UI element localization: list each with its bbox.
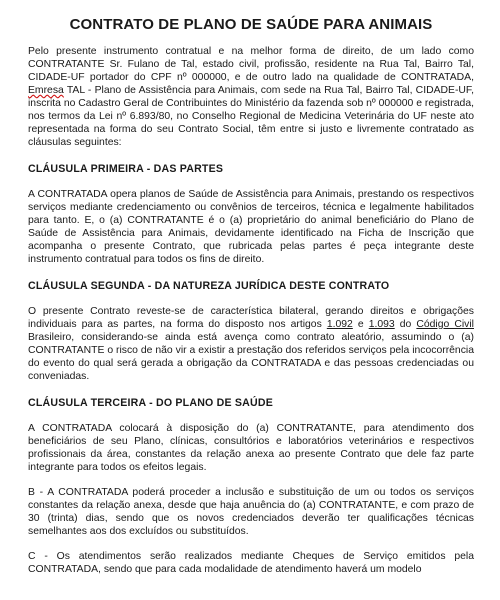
misspelled-word: Emresa	[28, 85, 64, 96]
clause-2-text-2: e	[352, 319, 369, 330]
article-link-1093[interactable]: 1.093	[368, 319, 395, 330]
preamble-text-2: TAL - Plano de Assistência para Animais, com sede na Rua Tal, Bairro Tal, CIDADE-UF, inscrita no Cadastro Geral de Contribuintes do Ministério da fazenda sob nº 000000 e registrada, nos termos da Lei nº 6.893/80, no Conselho Regional de Medicina Veterinária do UF neste ato representada na forma do seu Contrato Social, têm entre si justo e livremente contratado as cláusulas seguintes:	[28, 85, 474, 148]
clause-2-heading: CLÁUSULA SEGUNDA - DA NATUREZA JURÍDICA DESTE CONTRATO	[28, 280, 390, 292]
clause-2-text-1: O presente Contrato reveste-se de característica bilateral, gerando direitos e obrigações individuais para as partes, na forma do disposto nos artigos	[28, 306, 474, 330]
clause-2-text-4: Brasileiro, considerando-se ainda está avença como contrato aleatório, assumindo o (a) CONTRATANTE o risco de não vir a existir a prestação dos referidos serviços pela incocorrência do evento do qual será gerada a obrigação da CONTRATADA e das pessoas credenciadas ou conveniadas.	[28, 332, 474, 382]
clause-2-text-3: do	[394, 319, 417, 330]
preamble-text-1: Pelo presente instrumento contratual e na melhor forma de direito, de um lado como CONTRATANTE Sr. Fulano de Tal, estado civil, profissão, residente na Rua Tal, Bairro Tal, CIDADE-UF portador do CPF nº 000000, e de outro lado na qualidade de CONTRATADA,	[28, 46, 474, 83]
preamble-paragraph	[28, 45, 474, 149]
clause-3-heading: CLÁUSULA TERCEIRA - DO PLANO DE SAÚDE	[28, 397, 273, 409]
civil-code-link[interactable]: Código Civil	[416, 319, 474, 330]
clause-3-paragraph-b: B - A CONTRATADA poderá proceder a inclusão e substituição de um ou todos os serviços constantes da relação anexa, desde que haja anuência do (a) CONTRATANTE, e com prazo de 30 (trinta) dias, sendo que os novos credenciados deverão ter qualificações técnicas semelhantes aos dos excluídos ou substituídos.	[28, 487, 474, 537]
article-link-1092[interactable]: 1.092	[326, 319, 353, 330]
clause-2-paragraph	[28, 305, 474, 383]
clause-1-paragraph: A CONTRATADA opera planos de Saúde de Assistência para Animais, prestando os respectivos serviços mediante credenciamento ou convênios de terceiros, técnica e legalmente habilitados para tanto. E, o (a) CONTRATANTE é o (a) proprietário do animal beneficiário do Plano de Saúde de Assistência para Animais, devidamente identificado na Ficha de Inscrição que acompanha o presente Contrato, que rubricada pelas partes é peça integrante deste instrumento contratual para todos os fins de direito.	[28, 189, 474, 265]
clause-3-paragraph-a: A CONTRATADA colocará à disposição do (a) CONTRATANTE, para atendimento dos beneficiários de seu Plano, clínicas, consultórios e laboratórios veterinários e respectivos profissionais da área, constantes da relação anexa ao presente Contrato que dele faz parte integrante para todos os efeitos legais.	[28, 423, 474, 473]
document-title: CONTRATO DE PLANO DE SAÚDE PARA ANIMAIS	[69, 16, 433, 33]
clause-3-paragraph-c: C - Os atendimentos serão realizados mediante Cheques de Serviço emitidos pela CONTRATADA, sendo que para cada modalidade de atendimento haverá um modelo	[28, 551, 474, 575]
clause-1-heading: CLÁUSULA PRIMEIRA - DAS PARTES	[28, 163, 224, 175]
